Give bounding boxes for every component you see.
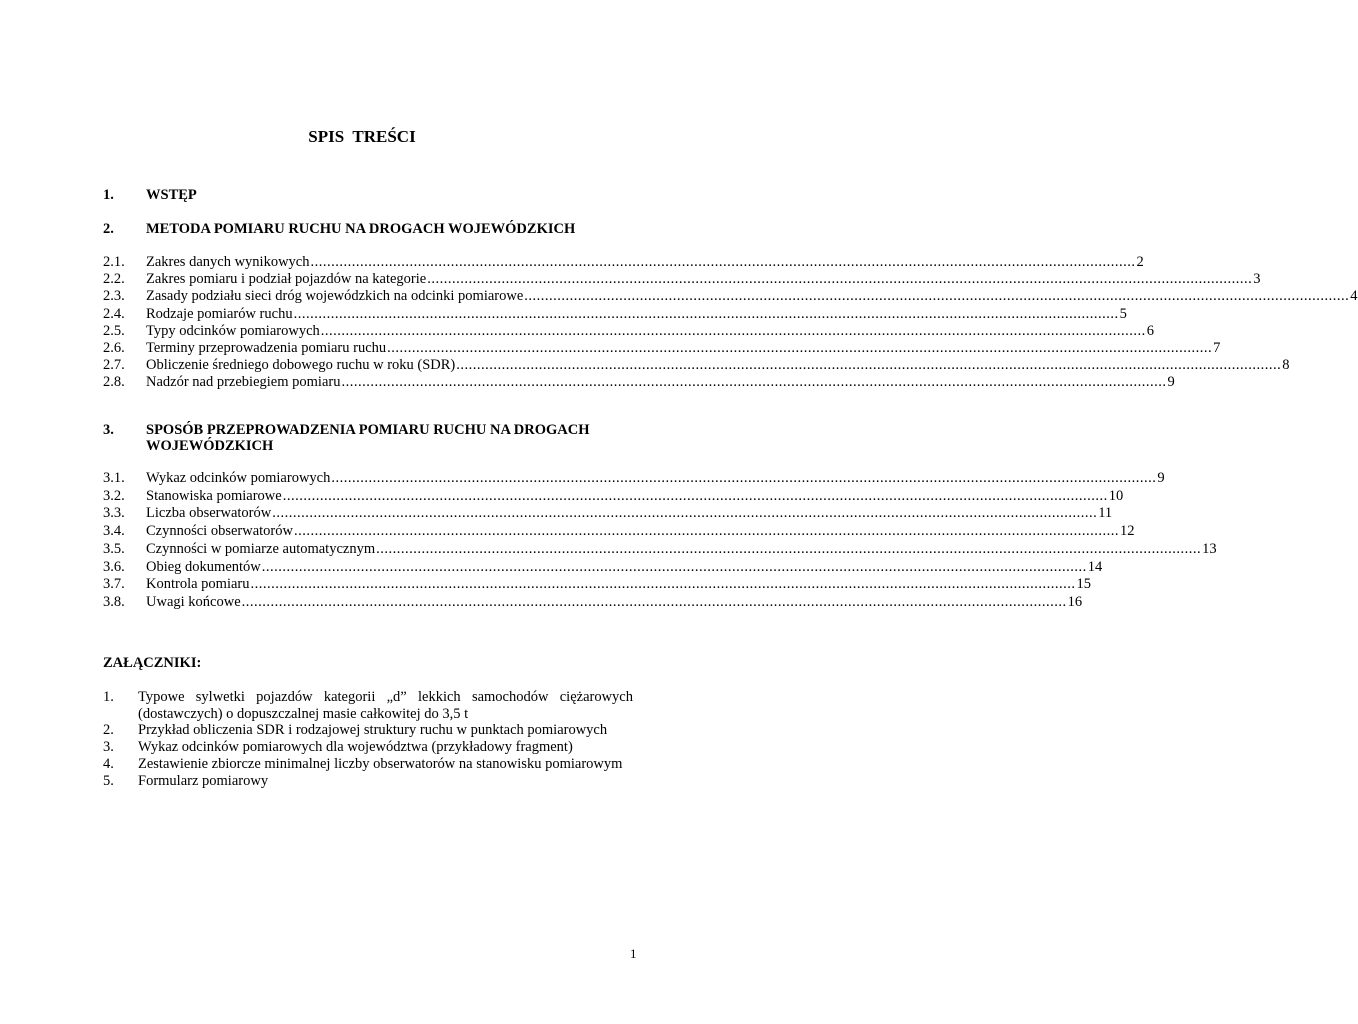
toc-entry-page: 14 [1087, 558, 1103, 575]
toc-entry-title: Uwagi końcowe [146, 593, 241, 610]
toc-entry [103, 254, 1144, 271]
toc-entry-title: Obliczenie średniego dobowego ruchu w roku (SDR) [146, 357, 456, 374]
toc-entry [103, 505, 1113, 522]
toc-entry-page: 10 [1108, 487, 1124, 504]
toc-entry-number: 2.7. [103, 357, 125, 374]
attachments-heading: ZAŁĄCZNIKI: [103, 655, 202, 671]
toc-entry-title: Stanowiska pomiarowe [146, 487, 282, 504]
toc-entry [103, 357, 1290, 374]
toc-entry-page: 11 [1098, 505, 1113, 522]
toc-entry-title: Obieg dokumentów [146, 558, 261, 575]
toc-entry-title: Czynności w pomiarze automatycznym [146, 540, 376, 557]
attachment-number: 1. [103, 689, 114, 705]
toc-entry [103, 487, 1124, 505]
toc-entry-number: 3.5. [103, 540, 125, 557]
toc-entry-page: 3 [1253, 271, 1261, 288]
toc-entry-page: 9 [1157, 470, 1165, 486]
toc-entry-page: 12 [1119, 523, 1135, 540]
toc-entry-title: Wykaz odcinków pomiarowych [146, 470, 331, 486]
toc-entry-number: 2.3. [103, 288, 125, 305]
section-heading: METODA POMIARU RUCHU NA DROGACH WOJEWÓDZKICH [146, 221, 576, 237]
toc-entry-page: 7 [1213, 340, 1221, 356]
toc-entry-page: 15 [1076, 576, 1091, 593]
toc-entry [103, 576, 1091, 593]
dot-leader: ........................................................................................................................................................................................................ [320, 322, 1146, 339]
toc-entry [103, 523, 1135, 540]
toc-entry-number: 2.8. [103, 374, 125, 391]
section-number: 1. [103, 187, 114, 203]
toc-entry-number: 2.2. [103, 271, 125, 288]
toc-entry-title: Zakres danych wynikowych [146, 254, 310, 270]
dot-leader: ........................................................................................................................................................................................................ [282, 487, 1108, 504]
toc-entry-page: 13 [1202, 540, 1217, 557]
page-title: SPIS TREŚCI [308, 127, 416, 146]
toc-entry-title: Terminy przeprowadzenia pomiaru ruchu [146, 340, 387, 356]
toc-entry-number: 2.5. [103, 322, 125, 339]
toc-entry-page: 9 [1167, 374, 1175, 391]
attachment-number: 4. [103, 756, 114, 772]
dot-leader: ........................................................................................................................................................................................................ [456, 357, 1282, 374]
toc-entry-number: 2.1. [103, 254, 125, 270]
toc-entry [103, 305, 1127, 323]
attachment-text: Wykaz odcinków pomiarowych dla województwa (przykładowy fragment) [138, 739, 573, 755]
dot-leader: ........................................................................................................................................................................................................ [293, 305, 1119, 322]
dot-leader: ........................................................................................................................................................................................................ [427, 271, 1253, 288]
toc-entry-number: 3.8. [103, 593, 125, 610]
dot-leader: ........................................................................................................................................................................................................ [387, 340, 1213, 356]
section-heading-continued: WOJEWÓDZKICH [146, 438, 274, 454]
section-number: 3. [103, 422, 114, 438]
toc-entry [103, 322, 1155, 340]
toc-entry-title: Kontrola pomiaru [146, 576, 250, 593]
toc-entry-number: 2.6. [103, 340, 125, 356]
toc-entry [103, 558, 1103, 576]
toc-entry-page: 5 [1119, 305, 1127, 322]
toc-entry-title: Rodzaje pomiarów ruchu [146, 305, 293, 322]
dot-leader: ........................................................................................................................................................................................................ [293, 523, 1119, 540]
toc-entry-number: 3.3. [103, 505, 125, 522]
toc-entry-page: 8 [1282, 357, 1290, 374]
toc-entry-page: 6 [1146, 322, 1155, 339]
attachment-number: 5. [103, 773, 114, 789]
dot-leader: ........................................................................................................................................................................................................ [261, 558, 1087, 575]
attachment-number: 3. [103, 739, 114, 755]
section-heading: WSTĘP [146, 187, 197, 203]
toc-entry-title: Zakres pomiaru i podział pojazdów na kategorie [146, 271, 427, 288]
toc-entry-title: Liczba obserwatorów [146, 505, 272, 522]
attachment-text: Typowe sylwetki pojazdów kategorii „d” lekkich samochodów ciężarowych [138, 689, 633, 705]
section-number: 2. [103, 221, 114, 237]
toc-entry-number: 2.4. [103, 305, 125, 322]
toc-entry-number: 3.4. [103, 523, 125, 540]
attachment-text: (dostawczych) o dopuszczalnej masie całkowitej do 3,5 t [138, 706, 469, 722]
toc-entry [103, 271, 1261, 288]
toc-entry-number: 3.1. [103, 470, 125, 486]
toc-entry [103, 470, 1165, 487]
toc-entry [103, 540, 1217, 558]
dot-leader: ........................................................................................................................................................................................................ [331, 470, 1157, 486]
toc-entry-title: Zasady podziału sieci dróg wojewódzkich na odcinki pomiarowe [146, 288, 524, 305]
attachment-text: Zestawienie zbiorcze minimalnej liczby obserwatorów na stanowisku pomiarowym [138, 756, 623, 772]
section-heading: SPOSÓB PRZEPROWADZENIA POMIARU RUCHU NA DROGACH [146, 422, 590, 438]
attachment-text: Formularz pomiarowy [138, 773, 269, 789]
toc-entry-page: 4 [1350, 288, 1358, 305]
toc-entry-title: Nadzór nad przebiegiem pomiaru [146, 374, 341, 391]
dot-leader: ........................................................................................................................................................................................................ [241, 593, 1067, 610]
dot-leader: ........................................................................................................................................................................................................ [310, 254, 1136, 270]
attachment-number: 2. [103, 722, 114, 738]
toc-entry-page: 16 [1067, 593, 1083, 610]
toc-entry [103, 593, 1083, 611]
dot-leader: ........................................................................................................................................................................................................ [376, 540, 1202, 557]
dot-leader: ........................................................................................................................................................................................................ [524, 288, 1350, 305]
toc-entry-number: 3.6. [103, 558, 125, 575]
dot-leader: ........................................................................................................................................................................................................ [250, 576, 1076, 593]
page-number: 1 [630, 946, 637, 961]
dot-leader: ........................................................................................................................................................................................................ [341, 374, 1167, 391]
toc-entry [103, 288, 1358, 305]
toc-entry-title: Typy odcinków pomiarowych [146, 322, 320, 339]
toc-entry [103, 374, 1175, 391]
toc-entry-page: 2 [1136, 254, 1144, 270]
attachment-text: Przykład obliczenia SDR i rodzajowej struktury ruchu w punktach pomiarowych [138, 722, 608, 738]
toc-entry-title: Czynności obserwatorów [146, 523, 293, 540]
toc-entry [103, 340, 1221, 357]
toc-entry-number: 3.7. [103, 576, 125, 593]
toc-entry-number: 3.2. [103, 487, 125, 504]
dot-leader: ........................................................................................................................................................................................................ [272, 505, 1098, 522]
